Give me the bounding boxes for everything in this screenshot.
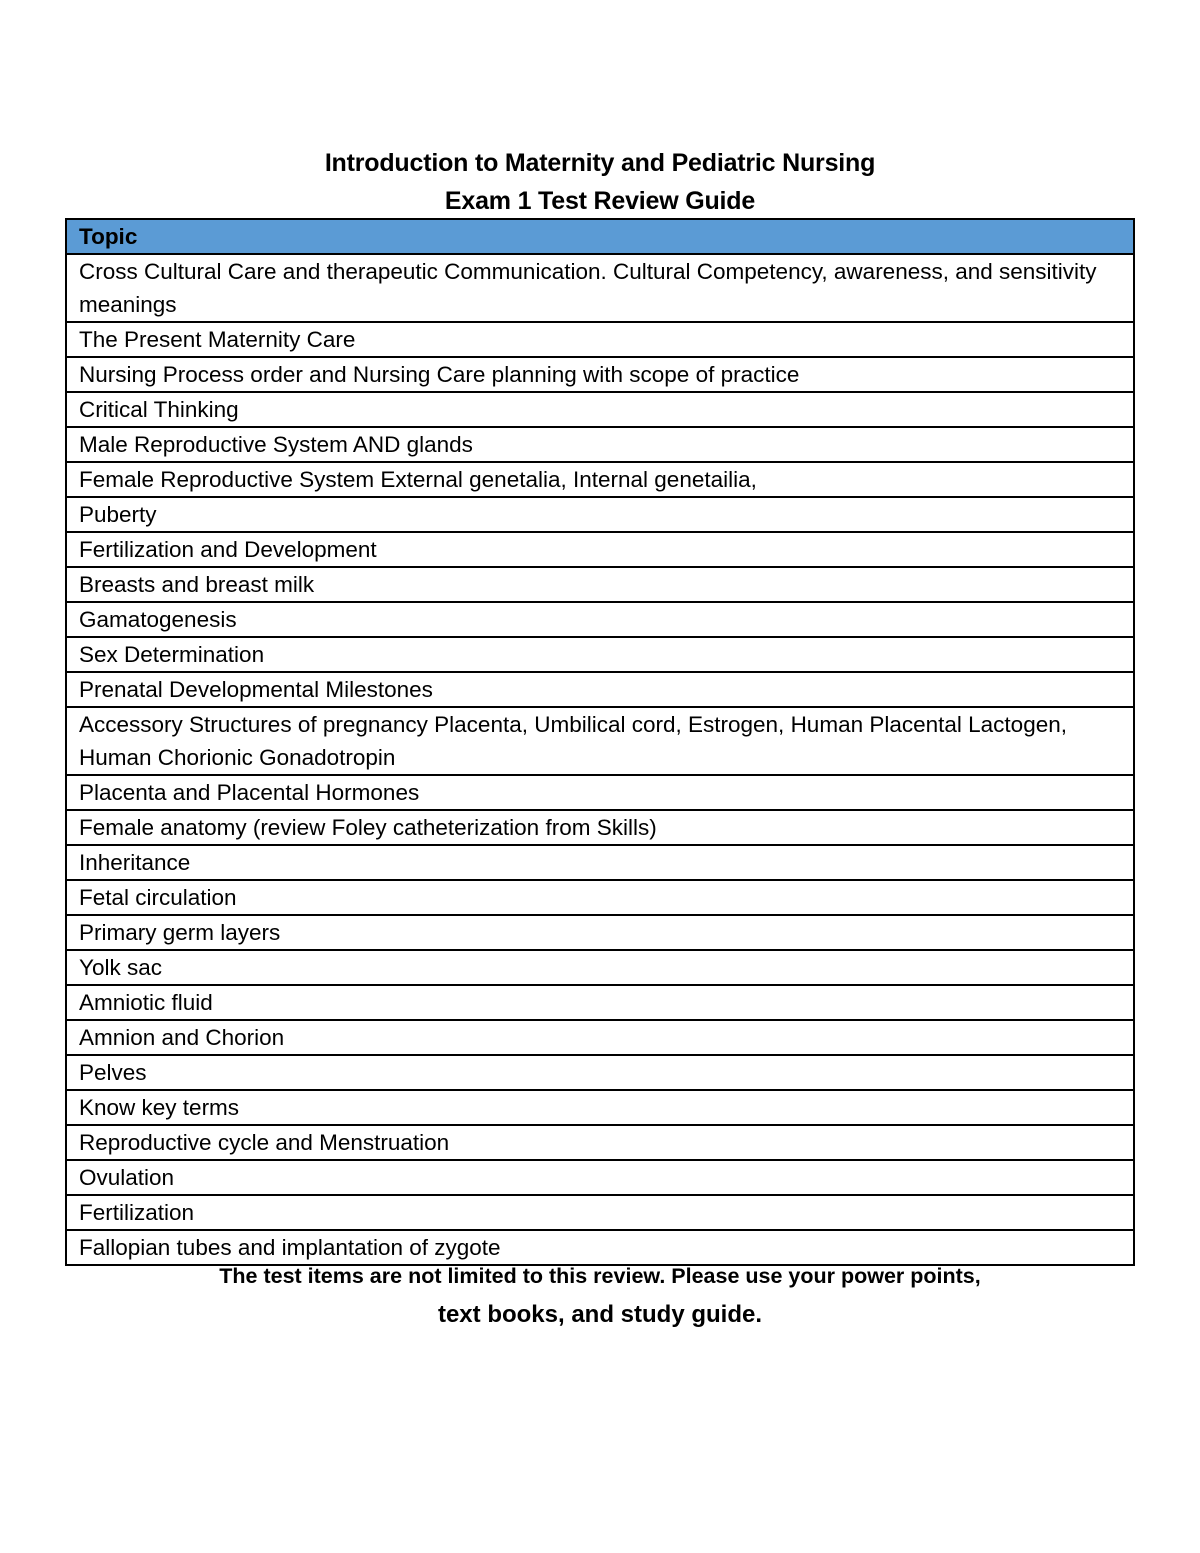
table-cell: Fertilization and Development	[66, 532, 1134, 567]
table-row	[66, 1195, 1134, 1230]
table-row	[66, 915, 1134, 950]
table-cell: Female anatomy (review Foley catheterization from Skills)	[66, 810, 1134, 845]
table-row	[66, 602, 1134, 637]
table-row	[66, 462, 1134, 497]
topic-table	[65, 218, 1135, 1266]
table-row	[66, 322, 1134, 357]
table-row	[66, 427, 1134, 462]
footer-note	[0, 1258, 1200, 1336]
table-row	[66, 880, 1134, 915]
table-cell: Know key terms	[66, 1090, 1134, 1125]
table-row	[66, 985, 1134, 1020]
table-row	[66, 357, 1134, 392]
table-cell: Pelves	[66, 1055, 1134, 1090]
table-cell: Amniotic fluid	[66, 985, 1134, 1020]
document-subtitle: Exam 1 Test Review Guide	[444, 187, 756, 215]
table-cell: Nursing Process order and Nursing Care planning with scope of practice	[66, 357, 1134, 392]
table-cell: Gamatogenesis	[66, 602, 1134, 637]
footer-note-line-1: The test items are not limited to this review. Please use your power points,	[219, 1264, 981, 1288]
table-row	[66, 672, 1134, 707]
table-row	[66, 845, 1134, 880]
table-cell: Primary germ layers	[66, 915, 1134, 950]
table-cell: Fetal circulation	[66, 880, 1134, 915]
table-header-row	[66, 219, 1134, 254]
table-cell: Critical Thinking	[66, 392, 1134, 427]
table-row	[66, 1160, 1134, 1195]
table-cell: Prenatal Developmental Milestones	[66, 672, 1134, 707]
table-cell: Inheritance	[66, 845, 1134, 880]
table-row	[66, 810, 1134, 845]
table-cell: Sex Determination	[66, 637, 1134, 672]
table-cell: Puberty	[66, 497, 1134, 532]
document-title: Introduction to Maternity and Pediatric Nursing	[324, 149, 876, 177]
table-cell: Reproductive cycle and Menstruation	[66, 1125, 1134, 1160]
table-row	[66, 532, 1134, 567]
table-row	[66, 497, 1134, 532]
table-cell: Fertilization	[66, 1195, 1134, 1230]
table-row	[66, 1020, 1134, 1055]
table-cell: Amnion and Chorion	[66, 1020, 1134, 1055]
table-row	[66, 567, 1134, 602]
table-cell: Breasts and breast milk	[66, 567, 1134, 602]
table-row	[66, 1090, 1134, 1125]
table-cell: Female Reproductive System External genetalia, Internal genetailia,	[66, 462, 1134, 497]
table-cell: Fallopian tubes and implantation of zygote	[66, 1230, 1134, 1265]
table-cell: Ovulation	[66, 1160, 1134, 1195]
table-row	[66, 392, 1134, 427]
table-cell: Cross Cultural Care and therapeutic Communication. Cultural Competency, awareness, and sensitivity meanings	[66, 254, 1134, 322]
table-header-topic: Topic	[66, 219, 1134, 254]
document-header	[0, 144, 1200, 220]
table-row	[66, 254, 1134, 322]
table-row	[66, 775, 1134, 810]
table-cell: Male Reproductive System AND glands	[66, 427, 1134, 462]
table-row	[66, 1055, 1134, 1090]
table-cell: The Present Maternity Care	[66, 322, 1134, 357]
table-cell: Yolk sac	[66, 950, 1134, 985]
footer-note-line-2: text books, and study guide.	[437, 1301, 763, 1328]
table-row	[66, 1125, 1134, 1160]
table-row	[66, 707, 1134, 775]
table-cell: Placenta and Placental Hormones	[66, 775, 1134, 810]
table-row	[66, 637, 1134, 672]
table-cell: Accessory Structures of pregnancy Placenta, Umbilical cord, Estrogen, Human Placental Lactogen, Human Chorionic Gonadotropin	[66, 707, 1134, 775]
table-row	[66, 950, 1134, 985]
